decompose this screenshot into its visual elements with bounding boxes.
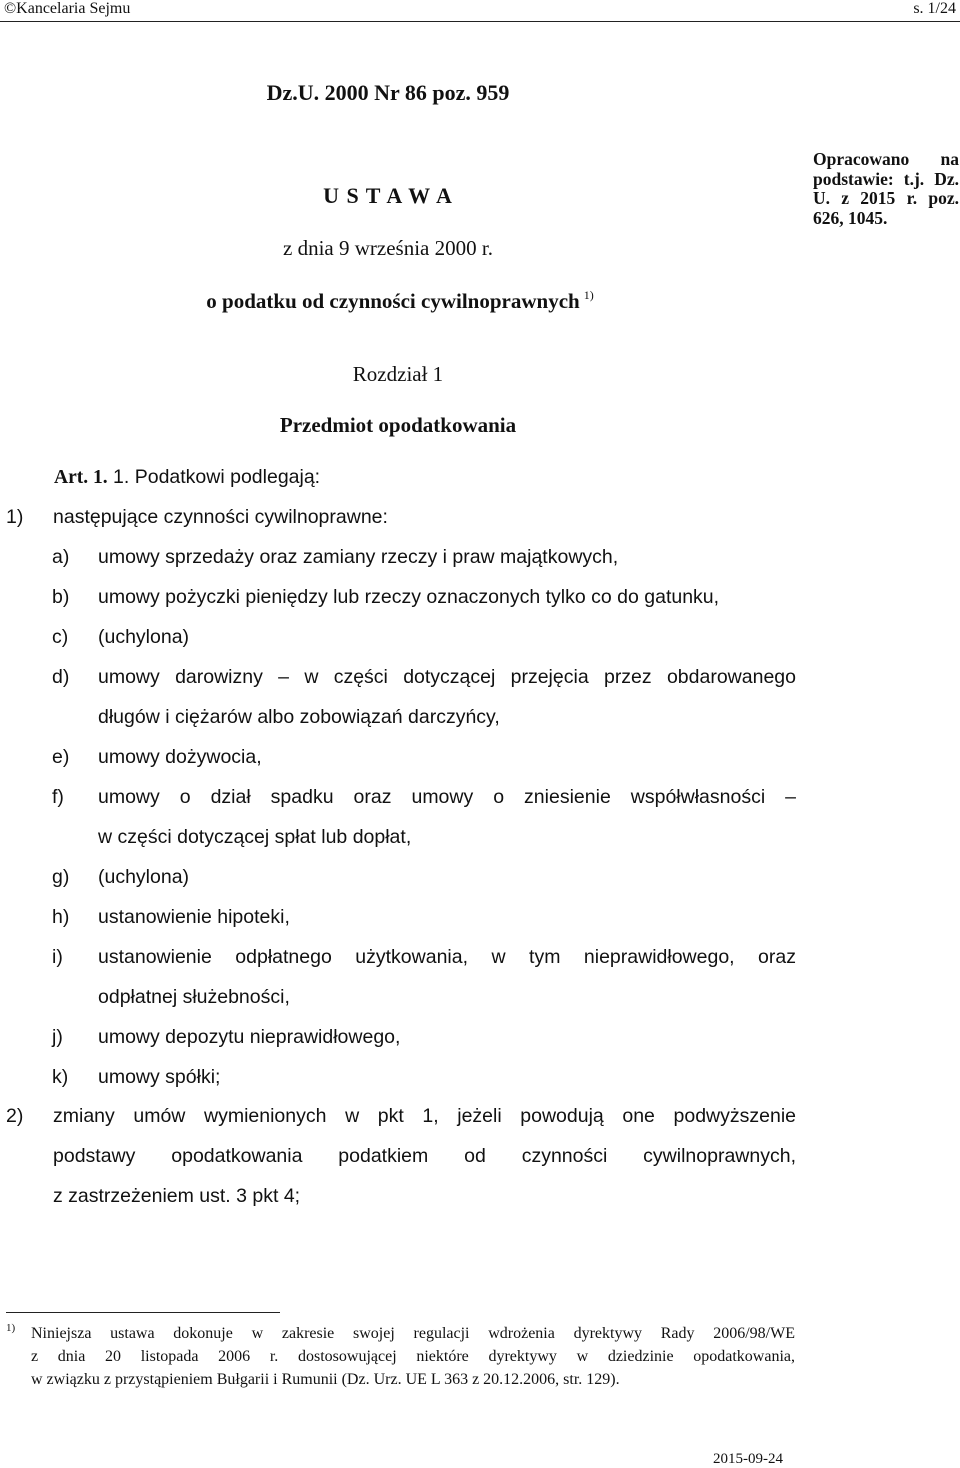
letter-c-number: c): [52, 626, 69, 648]
letter-i-text-line-1: ustanowienie odpłatnego użytkowania, w tym nieprawidłowego, oraz: [98, 946, 796, 968]
act-subject-text: o podatku od czynności cywilnoprawnych: [206, 289, 580, 313]
footnote-mark: 1): [6, 1322, 16, 1334]
letter-h-text: ustanowienie hipoteki,: [98, 906, 290, 928]
letter-d-number: d): [52, 666, 70, 688]
header-page-number: s. 1/24: [913, 0, 956, 17]
header-divider: [0, 21, 960, 22]
letter-i-number: i): [52, 946, 63, 968]
point-2-text-line-2: podstawy opodatkowania podatkiem od czynności cywilnoprawnych,: [53, 1145, 796, 1167]
letter-f-text-line-1: umowy o dział spadku oraz umowy o zniesienie współwłasności –: [98, 786, 796, 808]
article-intro: Podatkowi podlegają:: [134, 466, 321, 488]
letter-b-number: b): [52, 586, 70, 608]
letter-g-text: (uchylona): [98, 866, 190, 888]
letter-j-text: umowy depozytu nieprawidłowego,: [98, 1026, 401, 1048]
footnote-line-2: z dnia 20 listopada 2006 r. dostosowującej niektóre dyrektywy w dziedzinie opodatkowania,: [31, 1348, 795, 1365]
letter-k-text: umowy spółki;: [98, 1066, 221, 1088]
chapter-number: Rozdział 1: [352, 362, 444, 386]
point-2-number: 2): [6, 1105, 24, 1127]
footnote-line-3: w związku z przystąpieniem Bułgarii i Rumunii (Dz. Urz. UE L 363 z 20.12.2006, str. 129).: [31, 1371, 620, 1388]
letter-a-text: umowy sprzedaży oraz zamiany rzeczy i praw majątkowych,: [98, 546, 619, 568]
footnote-separator: [6, 1312, 280, 1313]
letter-d-text-line-2: długów i ciężarów albo zobowiązań darczyńcy,: [98, 706, 500, 728]
letter-i-text-line-2: odpłatnej służebności,: [98, 986, 290, 1008]
letter-g-number: g): [52, 866, 70, 888]
point-1-number: 1): [6, 506, 24, 528]
letter-a-number: a): [52, 546, 70, 568]
point-1-text: następujące czynności cywilnoprawne:: [53, 506, 388, 528]
letter-h-number: h): [52, 906, 70, 928]
chapter-title: Przedmiot opodatkowania: [279, 413, 517, 437]
act-date: z dnia 9 września 2000 r.: [283, 236, 493, 260]
footer-date: 2015-09-24: [713, 1451, 783, 1467]
article-label: Art. 1.: [54, 467, 108, 488]
letter-b-text: umowy pożyczki pieniędzy lub rzeczy oznaczonych tylko co do gatunku,: [98, 586, 720, 608]
article-heading: [54, 466, 320, 489]
consolidated-text-note: Opracowano na podstawie: t.j. Dz. U. z 2015 r. poz. 626, 1045.: [813, 149, 959, 228]
point-2-text-line-3: z zastrzeżeniem ust. 3 pkt 4;: [53, 1185, 301, 1207]
letter-e-text: umowy dożywocia,: [98, 746, 262, 768]
act-type: U S T A W A: [323, 183, 453, 208]
letter-k-number: k): [52, 1066, 69, 1088]
letter-f-number: f): [52, 786, 64, 808]
point-2-text-line-1: zmiany umów wymienionych w pkt 1, jeżeli powodują one podwyższenie: [53, 1105, 796, 1127]
header-source: ©Kancelaria Sejmu: [4, 0, 131, 17]
act-subject: [0, 288, 800, 314]
letter-c-text: (uchylona): [98, 626, 190, 648]
footnote-line-1: Niniejsza ustawa dokonuje w zakresie swojej regulacji wdrożenia dyrektywy Rady 2006/98/WE: [31, 1325, 795, 1342]
letter-j-number: j): [52, 1026, 63, 1048]
letter-f-text-line-2: w części dotyczącej spłat lub dopłat,: [98, 826, 412, 848]
journal-reference: Dz.U. 2000 Nr 86 poz. 959: [266, 80, 510, 105]
footnote-reference[interactable]: 1): [583, 288, 594, 302]
letter-d-text-line-1: umowy darowizny – w części dotyczącej przejęcia przez obdarowanego: [98, 666, 796, 688]
article-ust-number: 1.: [113, 466, 130, 488]
letter-e-number: e): [52, 746, 70, 768]
